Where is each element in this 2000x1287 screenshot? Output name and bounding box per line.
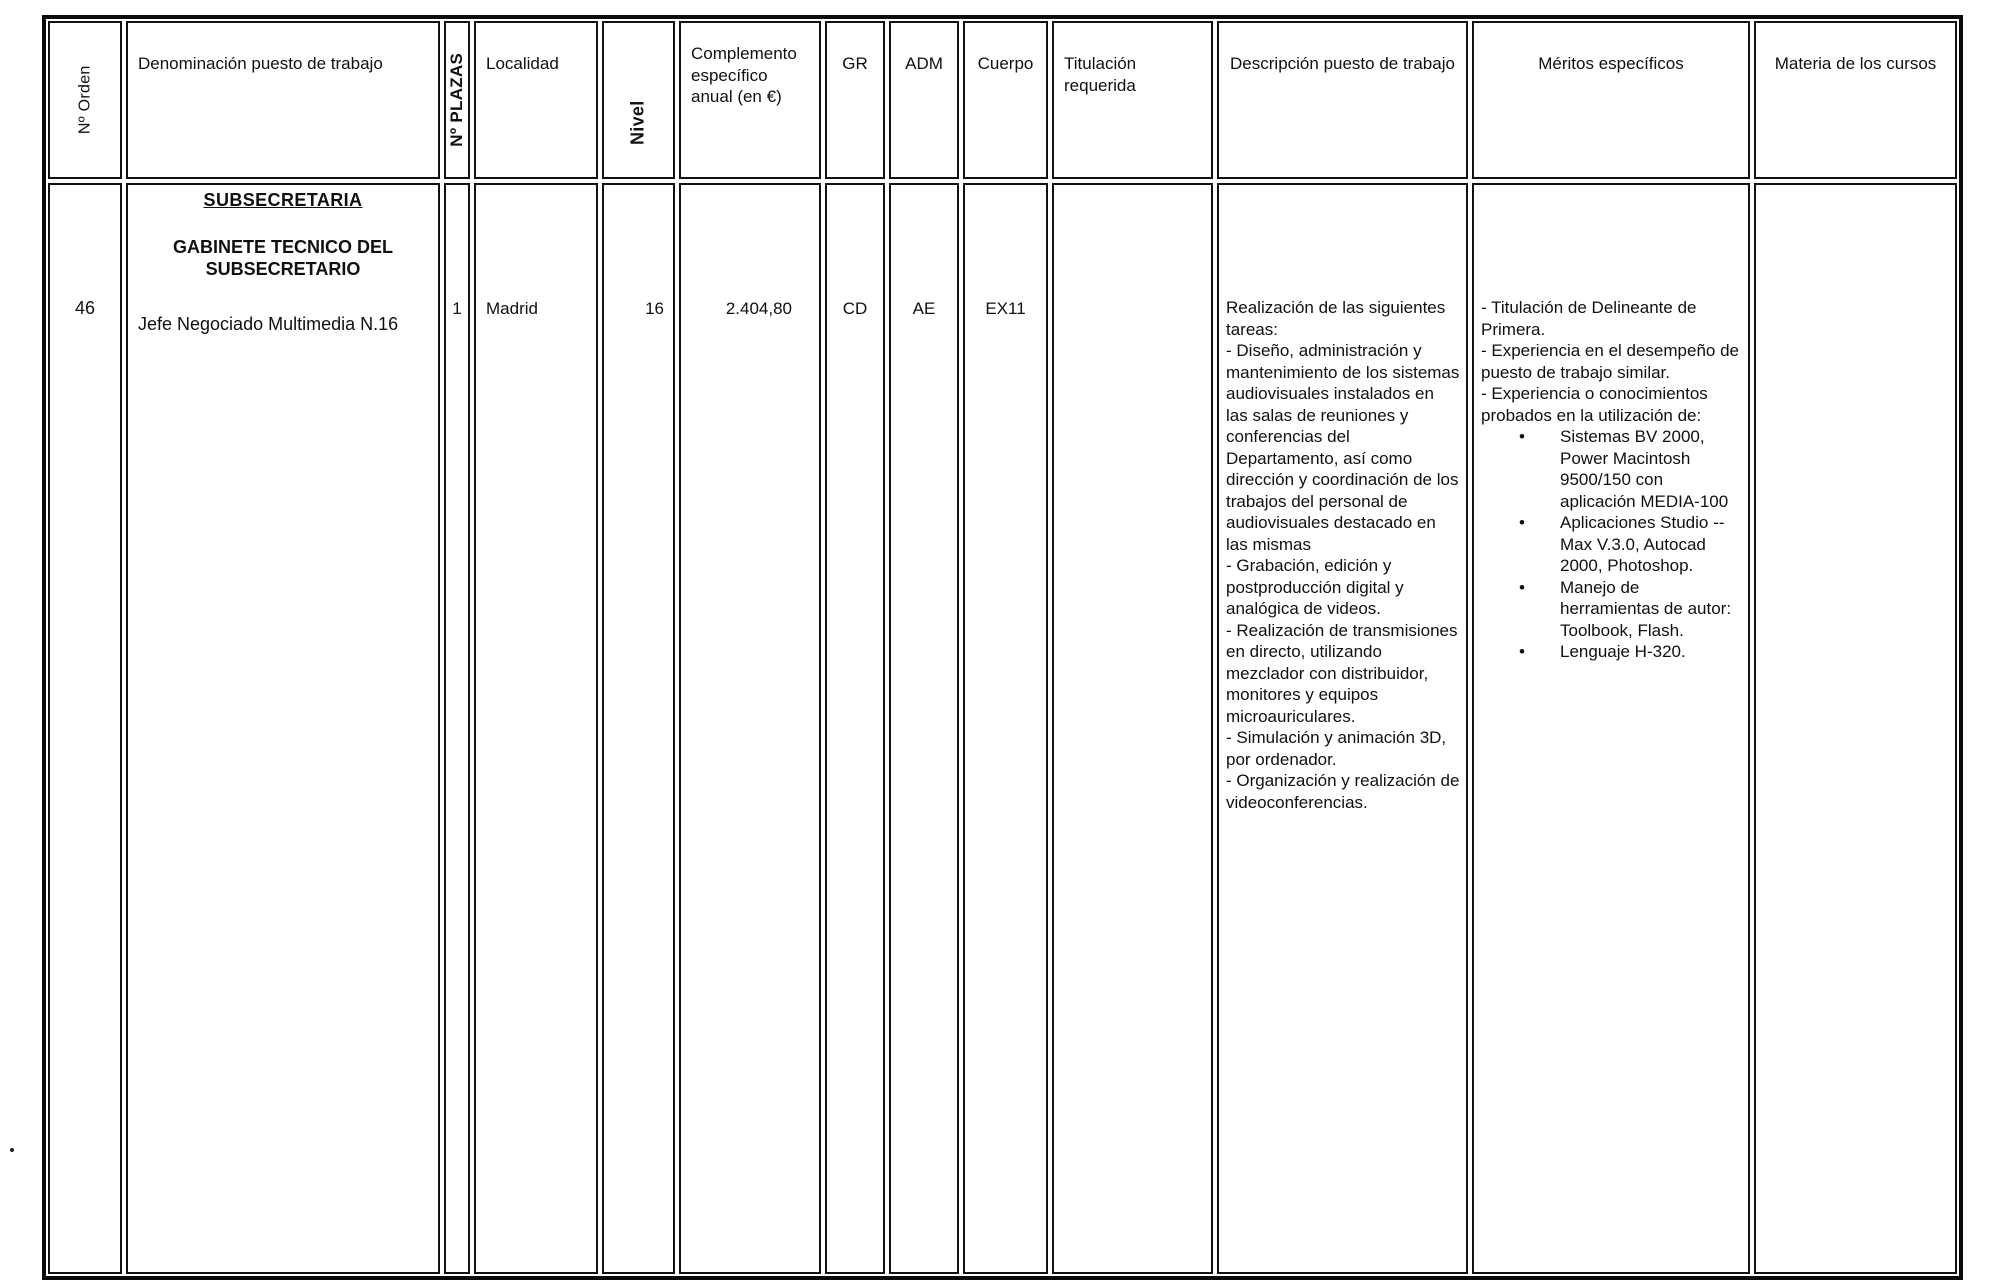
- header-label-descripcion: Descripción puesto de trabajo: [1230, 54, 1455, 73]
- header-label-adm: ADM: [905, 54, 943, 73]
- descripcion-paragraph: - Simulación y animación 3D, por ordenador.: [1226, 728, 1447, 769]
- merito-line: - Titulación de Delineante de Primera.: [1481, 298, 1697, 339]
- merito-line: - Experiencia o conocimientos probados en la utilización de:: [1481, 384, 1708, 425]
- cell-titulacion: [1052, 183, 1213, 1274]
- cell-complemento: [679, 183, 821, 1274]
- scan-artifact-dot: [10, 1148, 14, 1152]
- header-label-localidad: Localidad: [486, 54, 559, 73]
- meritos-intro: [1481, 297, 1742, 426]
- cell-meritos: [1472, 183, 1750, 1274]
- cell-descripcion: [1217, 183, 1468, 1274]
- header-cell-materia: [1754, 21, 1957, 179]
- header-label-denominacion: Denominación puesto de trabajo: [138, 54, 383, 73]
- header-label-complemento: Complemento específico anual (en €): [691, 44, 797, 106]
- localidad-value: Madrid: [486, 299, 538, 318]
- header-label-materia: Materia de los cursos: [1774, 54, 1937, 73]
- descripcion-paragraph: - Organización y realización de videoconferencias.: [1226, 771, 1460, 812]
- job-title: Jefe Negociado Multimedia N.16: [138, 313, 399, 334]
- orden-value: 46: [74, 298, 96, 318]
- descripcion-paragraph: - Grabación, edición y postproducción digital y analógica de videos.: [1226, 556, 1404, 618]
- cell-gr: [825, 183, 885, 1274]
- cell-nivel: [602, 183, 675, 1274]
- merito-bullet: • Aplicaciones Studio --Max V.3.0, Autocad 2000, Photoshop.: [1481, 512, 1742, 577]
- cell-adm: [889, 183, 959, 1274]
- merito-bullet: • Manejo de herramientas de autor: Toolbook, Flash.: [1481, 577, 1742, 642]
- header-cell-complemento: [679, 21, 821, 179]
- header-cell-cuerpo: [963, 21, 1048, 179]
- job-positions-table: [42, 15, 1963, 1280]
- meritos-bullet-list: [1481, 426, 1742, 663]
- header-cell-localidad: [474, 21, 598, 179]
- header-cell-adm: [889, 21, 959, 179]
- cell-orden: [48, 183, 122, 1274]
- cell-materia: [1754, 183, 1957, 1274]
- descripcion-paragraph: - Diseño, administración y mantenimiento de los sistemas audiovisuales instalados en las salas de reuniones y conferencias del Departamento, así como dirección y coordinación de los trabajos del personal de audiovisuales destacado en las mismas: [1226, 341, 1460, 554]
- section-title: SUBSECRETARIA: [203, 190, 363, 210]
- unit-title: GABINETE TECNICO DEL SUBSECRETARIO: [172, 236, 393, 279]
- merito-bullet: • Sistemas BV 2000, Power Macintosh 9500/150 con aplicación MEDIA-100: [1481, 426, 1742, 512]
- header-label-nivel: Nivel: [627, 100, 648, 146]
- header-cell-denominacion: [126, 21, 440, 179]
- header-cell-meritos: [1472, 21, 1750, 179]
- merito-bullet: • Lenguaje H-320.: [1481, 641, 1742, 663]
- header-cell-gr: [825, 21, 885, 179]
- header-label-cuerpo: Cuerpo: [977, 54, 1034, 73]
- nivel-value: 16: [645, 299, 664, 318]
- descripcion-paragraph: Realización de las siguientes tareas:: [1226, 298, 1446, 339]
- cell-plazas: [444, 183, 470, 1274]
- gr-value: CD: [842, 299, 868, 318]
- cell-localidad: [474, 183, 598, 1274]
- header-label-orden: Nº Orden: [76, 65, 94, 135]
- header-cell-nivel: [602, 21, 675, 179]
- header-cell-descripcion: [1217, 21, 1468, 179]
- header-cell-orden: [48, 21, 122, 179]
- cell-cuerpo: [963, 183, 1048, 1274]
- cuerpo-value: EX11: [985, 299, 1026, 318]
- cell-denominacion: [126, 183, 440, 1274]
- header-label-gr: GR: [842, 54, 868, 73]
- merito-line: - Experiencia en el desempeño de puesto de trabajo similar.: [1481, 341, 1739, 382]
- header-label-titulacion: Titulación requerida: [1064, 54, 1137, 95]
- header-label-meritos: Méritos específicos: [1538, 54, 1684, 73]
- adm-value: AE: [912, 299, 936, 318]
- header-label-plazas: Nº PLAZAS: [447, 53, 467, 147]
- plazas-value: 1: [452, 299, 462, 318]
- complemento-value: 2.404,80: [725, 299, 792, 318]
- header-cell-titulacion: [1052, 21, 1213, 179]
- descripcion-paragraph: - Realización de transmisiones en directo, utilizando mezclador con distribuidor, monitores y equipos microauriculares.: [1226, 620, 1458, 726]
- header-cell-plazas: [444, 21, 470, 179]
